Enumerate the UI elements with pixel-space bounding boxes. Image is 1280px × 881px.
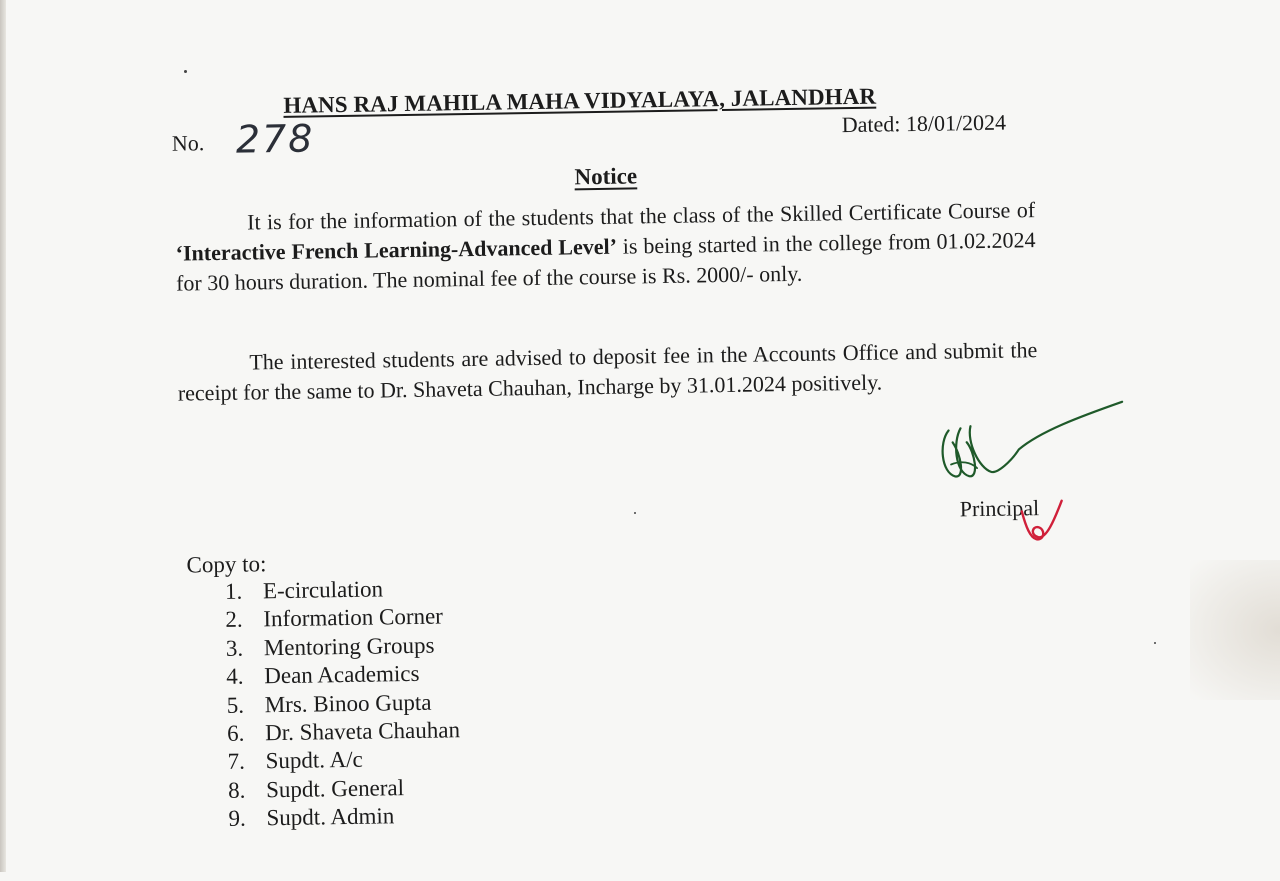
- approval-tick-mark: [1011, 491, 1072, 552]
- paper-speck: [184, 70, 187, 73]
- date-line: Dated: 18/01/2024: [841, 109, 1007, 138]
- list-item: 9. Supdt. Admin: [228, 803, 395, 832]
- copy-to-heading: Copy to:: [186, 551, 267, 578]
- course-name: ‘Interactive French Learning-Advanced Level’: [175, 233, 618, 266]
- principal-signature: [930, 400, 1131, 493]
- notice-title: Notice: [574, 163, 638, 190]
- list-item: 8. Supdt. General: [227, 774, 405, 803]
- list-item: 3. Mentoring Groups: [225, 632, 435, 661]
- list-item: 1. E-circulation: [224, 576, 384, 604]
- list-item: 7. Supdt. A/c: [227, 747, 363, 775]
- list-item: 5. Mrs. Binoo Gupta: [226, 689, 432, 718]
- paper-speck: [1154, 642, 1156, 644]
- list-item: 6. Dr. Shaveta Chauhan: [226, 717, 461, 746]
- handwritten-number: 278: [235, 116, 315, 162]
- college-name: HANS RAJ MAHILA MAHA VIDYALAYA, JALANDHAR: [283, 83, 877, 118]
- list-item: 2. Information Corner: [225, 603, 444, 633]
- number-label: No.: [171, 130, 205, 156]
- paragraph-1-rest: is being started in the college from 01.02.2024 for 30 hours duration. The nominal fee of the course is Rs. 2000/- only.: [175, 227, 1036, 296]
- notice-paragraph-1: [175, 195, 1036, 298]
- paper-speck: [634, 512, 636, 514]
- list-item: 4. Dean Academics: [226, 661, 420, 690]
- principal-designation: Principal: [959, 495, 1040, 522]
- paragraph-1-intro: It is for the information of the students that the class of the Skilled Certificate Course of: [246, 197, 1036, 235]
- notice-paragraph-2: The interested students are advised to deposit fee in the Accounts Office and submit the receipt for the same to Dr. Shaveta Chauhan, Incharge by 31.01.2024 positively.: [177, 337, 1038, 406]
- copy-to-list: [225, 574, 462, 833]
